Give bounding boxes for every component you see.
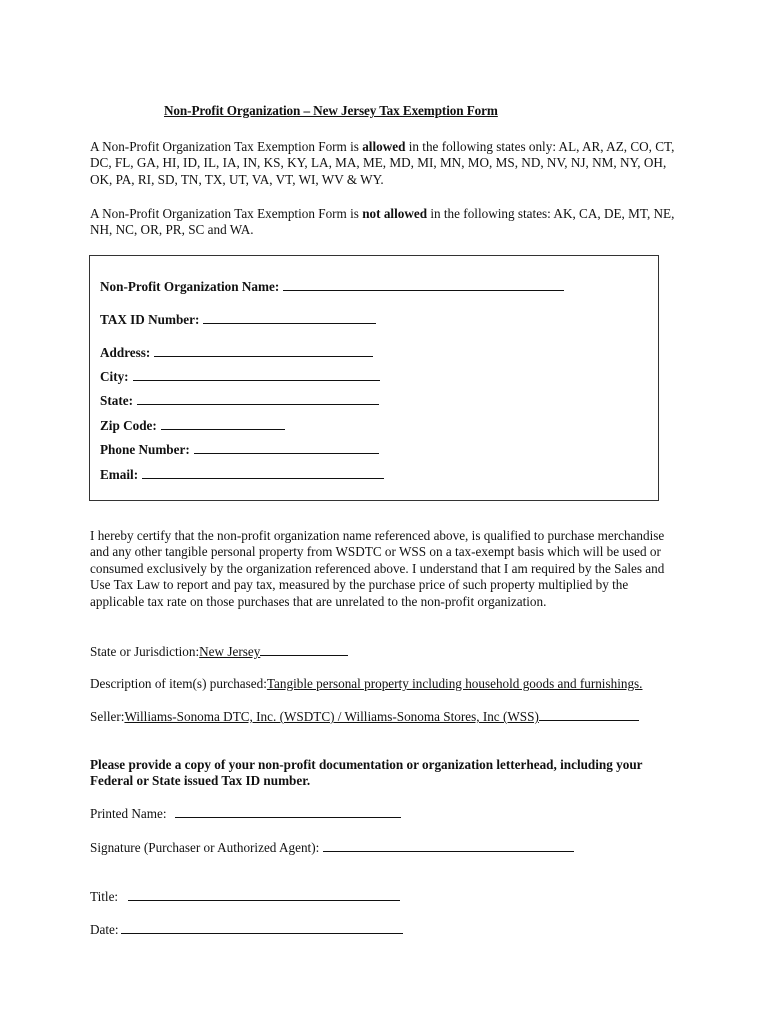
zip-label: Zip Code:	[100, 418, 157, 433]
jurisdiction-label: State or Jurisdiction:	[90, 644, 200, 659]
title-field[interactable]	[128, 888, 400, 901]
city-label: City:	[100, 369, 129, 384]
zip-row	[100, 417, 285, 434]
description-line	[90, 676, 642, 692]
description-value[interactable]: Tangible personal property including household goods and furnishings.	[266, 676, 643, 691]
tax-id-row	[100, 311, 376, 328]
seller-label: Seller:	[90, 709, 125, 724]
address-label: Address:	[100, 345, 151, 360]
jurisdiction-underline	[260, 643, 348, 656]
allowed-lead-text: A Non-Profit Organization Tax Exemption Form is	[90, 139, 363, 154]
org-name-row	[100, 278, 564, 295]
signature-line	[90, 839, 574, 856]
not-allowed-states-list: in the following states: AK, CA, DE, MT, NE, NH, NC, OR, PR, SC and WA.	[90, 206, 675, 238]
email-field[interactable]	[142, 466, 384, 479]
tax-id-field[interactable]	[203, 311, 376, 324]
not-allowed-emphasis: not allowed	[362, 206, 428, 221]
date-label: Date:	[90, 922, 119, 937]
allowed-states-paragraph	[90, 139, 680, 188]
jurisdiction-line	[90, 643, 348, 660]
printed-name-label: Printed Name:	[90, 806, 167, 821]
description-label: Description of item(s) purchased:	[90, 676, 267, 691]
phone-field[interactable]	[194, 441, 379, 454]
jurisdiction-value[interactable]: New Jersey	[199, 644, 261, 659]
documentation-note: Please provide a copy of your non-profit documentation or organization letterhead, including your Federal or State issued Tax ID number.	[90, 757, 643, 789]
not-allowed-states-paragraph	[90, 206, 680, 239]
phone-row	[100, 441, 379, 458]
seller-value[interactable]: Williams-Sonoma DTC, Inc. (WSDTC) / Williams-Sonoma Stores, Inc (WSS)	[124, 709, 539, 724]
email-row	[100, 466, 384, 483]
email-label: Email:	[100, 467, 139, 482]
printed-name-field[interactable]	[175, 805, 401, 818]
org-name-field[interactable]	[283, 278, 564, 291]
date-field[interactable]	[121, 921, 403, 934]
city-field[interactable]	[133, 368, 380, 381]
title-line	[90, 888, 400, 905]
signature-label: Signature (Purchaser or Authorized Agent):	[90, 840, 320, 855]
address-row	[100, 344, 373, 361]
title-label: Title:	[90, 889, 119, 904]
date-line	[90, 921, 403, 938]
phone-label: Phone Number:	[100, 442, 190, 457]
signature-field[interactable]	[323, 839, 574, 852]
state-label: State:	[100, 393, 133, 408]
city-row	[100, 368, 380, 385]
not-allowed-lead-text: A Non-Profit Organization Tax Exemption Form is	[90, 206, 363, 221]
seller-line	[90, 708, 639, 725]
certification-paragraph: I hereby certify that the non-profit organization name referenced above, is qualified to purchase merchandise and any other tangible personal property from WSDTC or WSS on a tax-exempt basis which will be used or consumed exclusively by the organization referenced above. I understand that I am required by the Sales and Use Tax Law to report and pay tax, measured by the purchase price of such property multiplied by the applicable tax rate on those purchases that are unrelated to the non-profit organization.	[90, 528, 665, 609]
form-title: Non-Profit Organization – New Jersey Tax Exemption Form	[164, 103, 498, 118]
org-name-label: Non-Profit Organization Name:	[100, 279, 280, 294]
seller-underline	[539, 708, 639, 721]
organization-info-box	[89, 255, 659, 501]
printed-name-line	[90, 805, 401, 822]
state-field[interactable]	[137, 392, 379, 405]
tax-id-label: TAX ID Number:	[100, 312, 200, 327]
state-row	[100, 392, 379, 409]
allowed-emphasis: allowed	[362, 139, 406, 154]
allowed-states-list: in the following states only: AL, AR, AZ, CO, CT, DC, FL, GA, HI, ID, IL, IA, IN, KS, KY, LA, MA, ME, MD, MI, MN, MO, MS, ND, NV, NJ, NM, NY, OH, OK, PA, RI, SD, TN, TX, UT, VA, VT, WI, WV & WY.	[90, 139, 675, 187]
address-field[interactable]	[154, 344, 373, 357]
zip-field[interactable]	[161, 417, 285, 430]
